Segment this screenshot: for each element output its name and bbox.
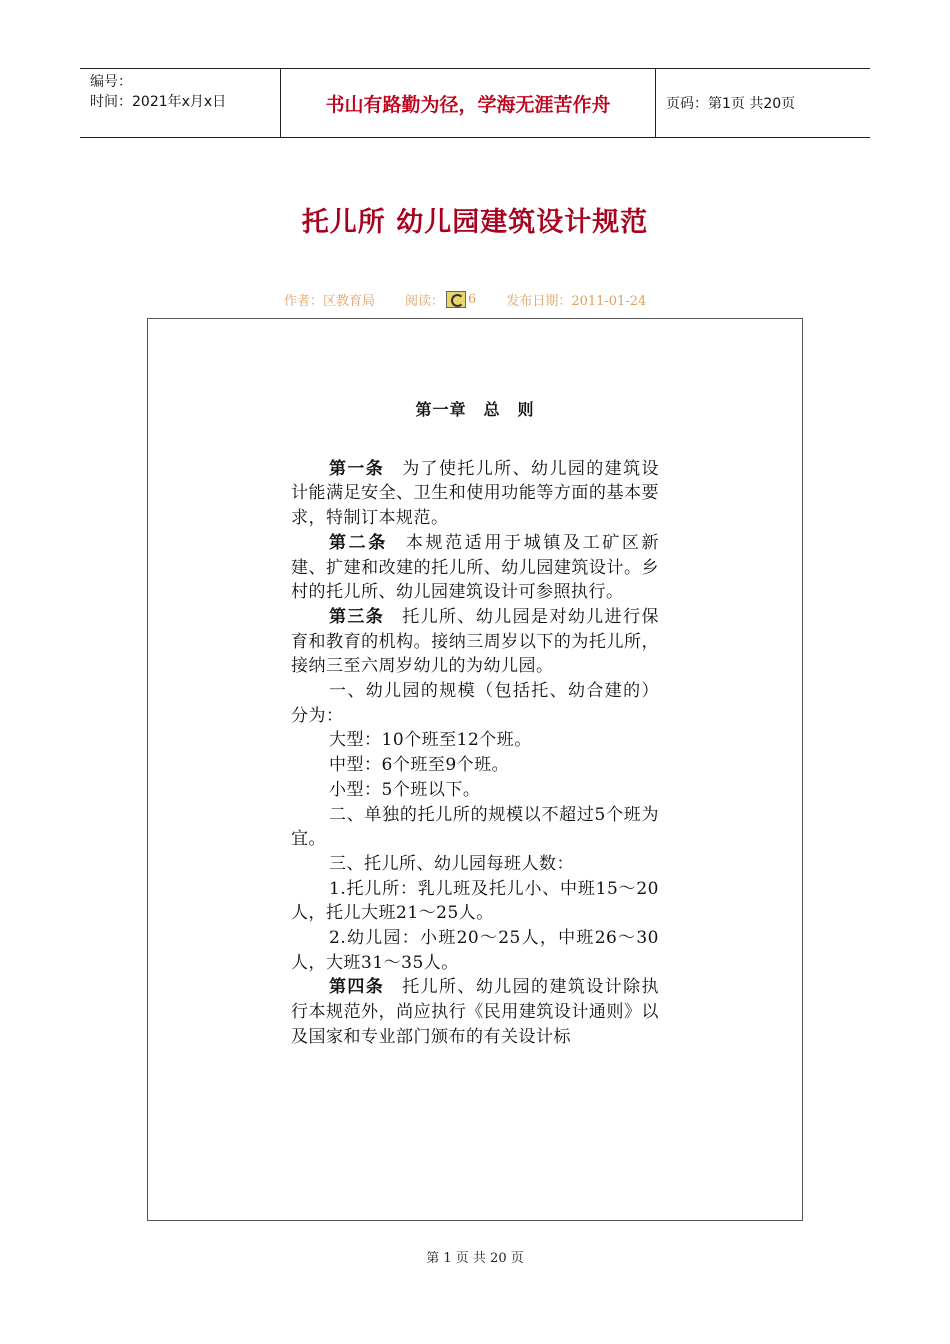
date-label: 时间：2021年x月x日 bbox=[90, 94, 227, 110]
header-table bbox=[80, 68, 870, 138]
page-footer: 第 1 页 共 20 页 bbox=[426, 1251, 524, 1266]
article-number: 第一条 bbox=[329, 458, 385, 479]
paragraph bbox=[291, 852, 659, 877]
paragraph-text: 大型：10个班至12个班。 bbox=[329, 730, 532, 751]
page-info: 页码：第1页 共20页 bbox=[666, 96, 796, 112]
paragraph bbox=[291, 926, 659, 975]
motto: 书山有路勤为径，学海无涯苦作舟 bbox=[280, 69, 656, 137]
paragraph bbox=[291, 605, 659, 679]
paragraph-text: 托儿所、幼儿园是对幼儿进行保育和教育的机构。接纳三周岁以下的为托儿所，接纳三至六周岁幼儿的为幼儿园。 bbox=[291, 606, 659, 677]
article-number: 第二条 bbox=[329, 532, 388, 553]
article-meta bbox=[284, 290, 646, 309]
paragraph bbox=[291, 531, 659, 605]
paragraph-text: 为了使托儿所、幼儿园的建筑设计能满足安全、卫生和使用功能等方面的基本要求，特制订本规范。 bbox=[291, 458, 659, 529]
paragraph-text: 三、托儿所、幼儿园每班人数： bbox=[329, 853, 574, 874]
article-number: 第三条 bbox=[329, 606, 385, 627]
paragraph-text: 二、单独的托儿所的规模以不超过5个班为宜。 bbox=[291, 804, 659, 850]
paragraph bbox=[291, 457, 659, 531]
paragraph-text: 1.托儿所：乳儿班及托儿小、中班15～20人，托儿大班21～25人。 bbox=[291, 878, 659, 924]
paragraph bbox=[291, 728, 659, 753]
number-label: 编号： bbox=[90, 74, 132, 90]
paragraph-list bbox=[291, 457, 659, 1050]
read-label: 阅读： bbox=[405, 294, 445, 309]
paragraph bbox=[291, 679, 659, 728]
paragraph-text: 中型：6个班至9个班。 bbox=[329, 755, 510, 776]
paragraph bbox=[291, 975, 659, 1049]
author: 作者：区教育局 bbox=[284, 294, 376, 309]
article-number: 第四条 bbox=[329, 977, 385, 998]
header-left-cell bbox=[80, 69, 280, 137]
paragraph bbox=[291, 803, 659, 852]
chapter-heading: 第一章 总 则 bbox=[415, 400, 535, 419]
paragraph-text: 本规范适用于城镇及工矿区新建、扩建和改建的托儿所、幼儿园建筑设计。乡村的托儿所、幼儿园建筑设计可参照执行。 bbox=[291, 532, 660, 603]
publish-date: 发布日期：2011-01-24 bbox=[506, 294, 647, 309]
paragraph bbox=[291, 753, 659, 778]
paragraph-text: 一、幼儿园的规模（包括托、幼合建的）分为： bbox=[291, 681, 659, 726]
content-body bbox=[291, 398, 659, 1050]
paragraph bbox=[291, 778, 659, 803]
paragraph bbox=[291, 877, 659, 926]
paragraph-text: 小型：5个班以下。 bbox=[329, 779, 481, 800]
document-title: 托儿所 幼儿园建筑设计规范 bbox=[301, 207, 649, 238]
refresh-icon bbox=[446, 291, 466, 308]
paragraph-text: 2.幼儿园：小班20～25人，中班26～30人，大班31～35人。 bbox=[291, 928, 659, 973]
paragraph-text: 托儿所、幼儿园的建筑设计除执行本规范外，尚应执行《民用建筑设计通则》以及国家和专业部门颁布的有关设计标 bbox=[291, 977, 659, 1047]
read-count: 6 bbox=[468, 292, 477, 307]
